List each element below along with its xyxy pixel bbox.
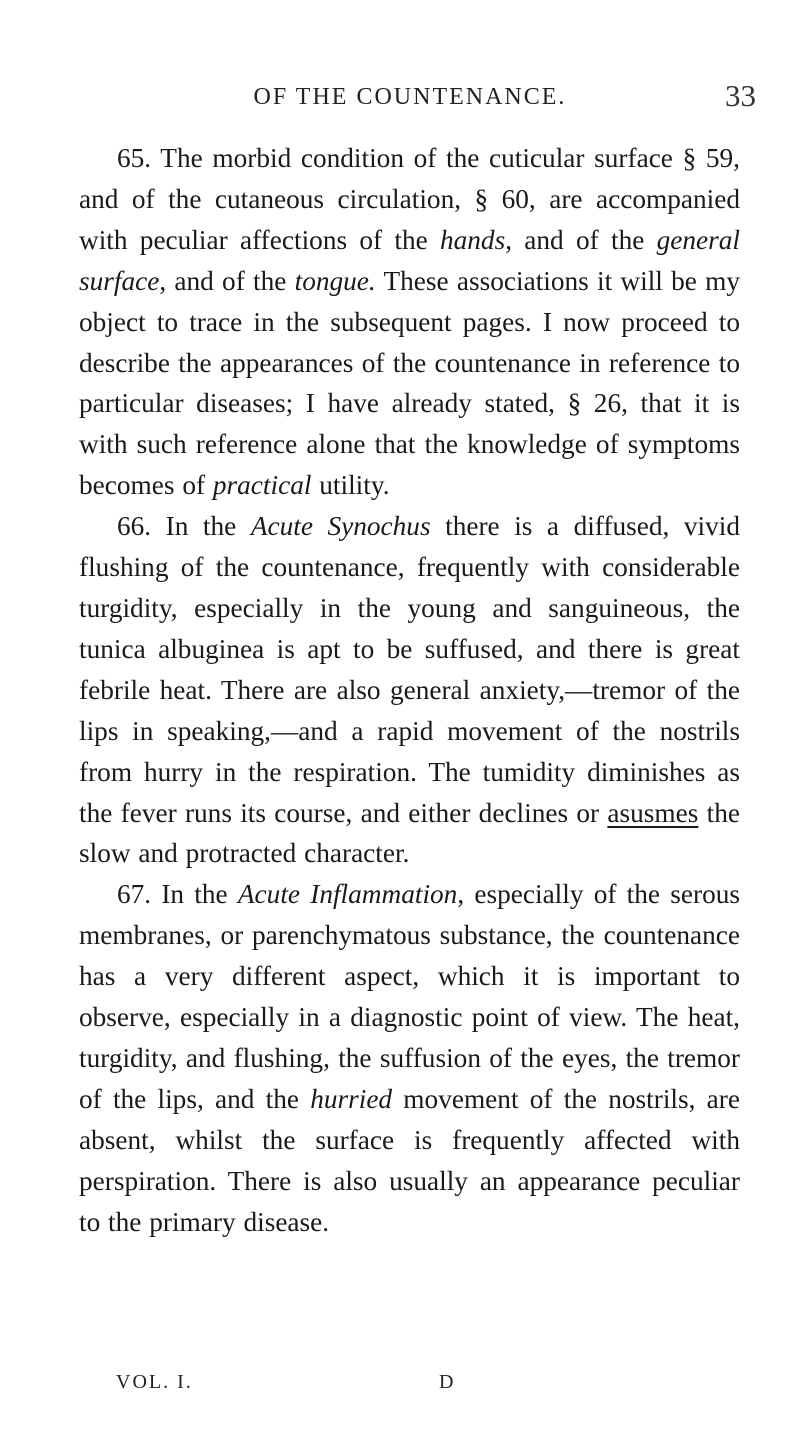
emphasis-general-surface: general surface [79,224,740,296]
paragraph-67 [79,874,740,1242]
emphasis-acute-synochus: Acute Synochus [250,511,431,542]
signature-mark: D [439,1371,456,1393]
page-number: 33 [725,78,756,113]
paragraph-text: The morbid condition of the cuticular surface § 59, and of the cutaneous circulation, § 60, are accompanied with peculiar affections of the [79,143,740,255]
paragraph-65 [79,138,740,506]
paragraph-66 [79,506,740,874]
paragraph-text: there is a diffused, vivid flushing of the countenance, frequently with considerable turgidity, especially in the young and sanguineous, the tunica albuginea is apt to be suffused, and there is great febrile heat. There are also general anxiety,—tremor of the lips in speaking,—and a rapid movement of the nostrils from hurry in the respiration. The tumidity diminishes as the fever runs its course, and either declines or [79,511,740,828]
paragraph-text: , and of the [159,265,295,296]
paragraph-number: 65. [117,143,152,173]
paragraph-text: , and of the [505,224,657,255]
paragraph-text: In the [165,511,251,542]
paragraph-text: These associations it will be my object to trace in the subsequent pages. I now proceed to describe the appearances of the countenance in reference to particular diseases; I have already stated, § 26, that it is with such reference alone that the knowledge of symptoms becomes of [79,265,740,501]
body-text [79,138,740,1242]
paragraph-text: movement of the nostrils, are absent, whilst the surface is frequently affected with perspiration. There is also usually an appearance peculiar to the primary disease. [79,1083,741,1237]
paragraph-text: In the [161,879,238,910]
underlined-word: asusmes [607,797,699,828]
emphasis-hurried: hurried [310,1083,393,1114]
volume-label: VOL. I. [116,1371,193,1393]
paragraph-text: utility. [311,470,390,501]
emphasis-tongue: tongue. [294,265,376,296]
signature-line [116,1371,716,1401]
emphasis-acute-inflammation: Acute Inflammation [237,879,458,910]
paragraph-number: 67. [117,879,152,910]
running-head [60,78,760,124]
running-title: OF THE COUNTENANCE. [253,84,567,110]
emphasis-hands: hands [439,224,506,255]
paragraph-text: the slow and protracted character. [79,797,740,869]
paragraph-number: 66. [117,511,152,542]
emphasis-practical: practical [212,470,312,501]
paragraph-text: , especially of the serous membranes, or parenchymatous substance, the countenance has a very different aspect, which it is important to observe, especially in a diagnostic point of view. The heat, turgidity, and flushing, the suffusion of the eyes, the tremor of the lips, and the [79,879,740,1114]
